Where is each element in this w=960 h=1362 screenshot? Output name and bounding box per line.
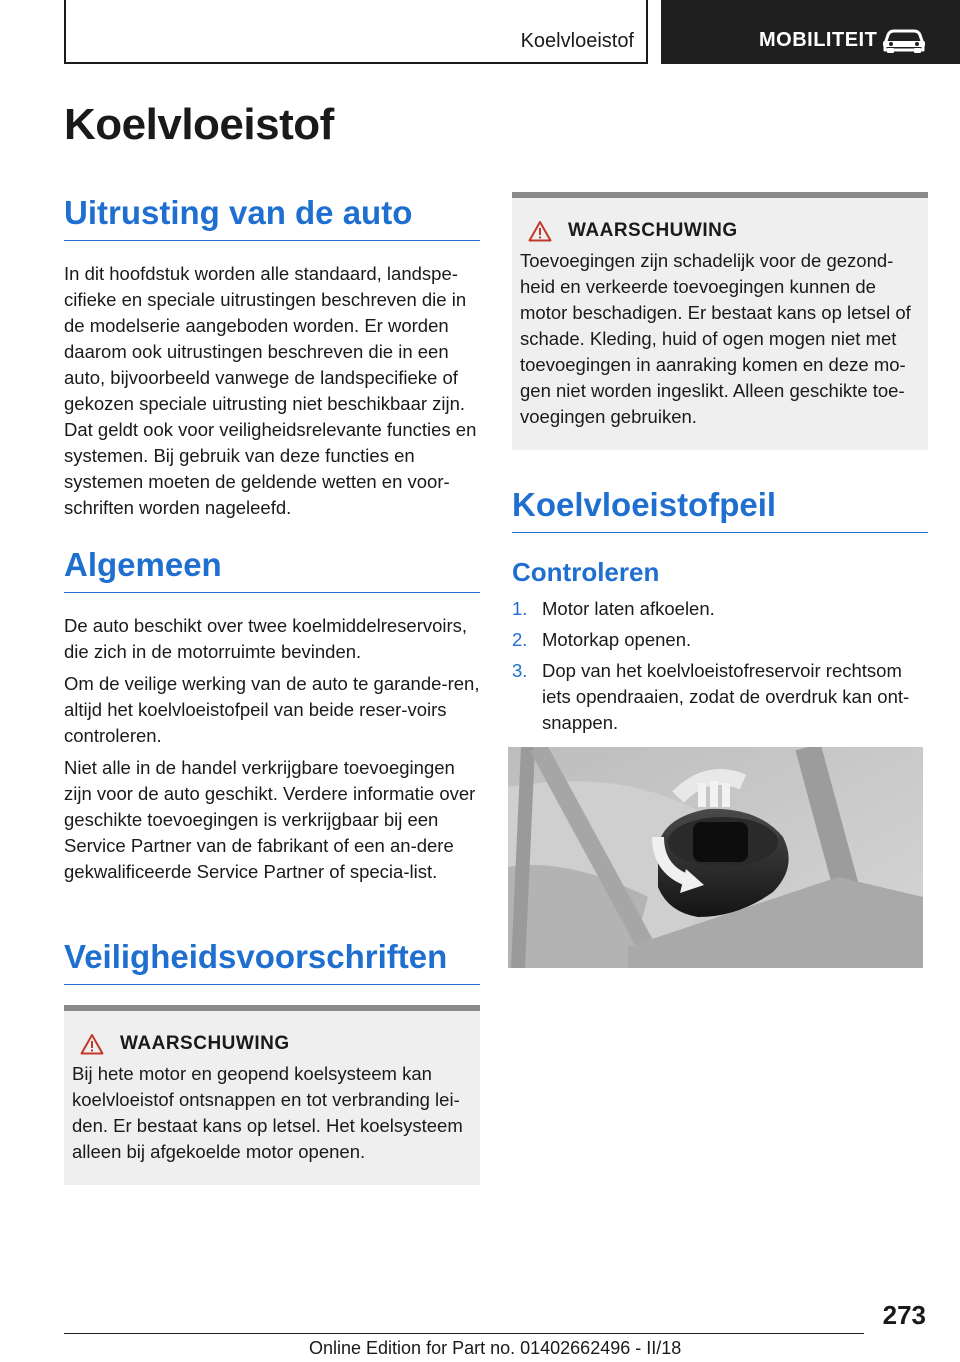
section-coolant-level: [512, 486, 928, 741]
additives-warning-text: Toevoegingen zijn schadelijk voor de gezond‐heid en verkeerde toevoegingen kunnen de motor beschadigen. Er bestaat kans op letsel of schade. Kleding, huid of ogen mogen niet met toevoegingen in aanraking komen en deze mo‐gen niet worden ingeslikt. Alleen geschikte toe‐voegingen gebruiken.: [520, 250, 911, 427]
section-equipment: [64, 194, 480, 521]
equipment-text: In dit hoofdstuk worden alle standaard, landspe‐cifieke en speciale uitrustingen beschreven die in de modelserie aangeboden worden. Er worden daarom ook uitrustingen beschreven die in een auto, bijvoorbeeld vanwege de landspecifieke of gekozen speciale uitrusting niet beschikbaar zijn. Dat geldt ook voor veiligheidsrelevante functies en systemen. Bij gebruik van deze functies en systemen moeten de geldende wetten en voor‐schriften worden nageleefd.: [64, 263, 477, 518]
warning-triangle-icon: [80, 1033, 104, 1055]
list-item: 2. Motorkap openen.: [512, 629, 692, 650]
footer-rule: [64, 1333, 864, 1334]
safety-warning-title: WAARSCHUWING: [120, 1033, 290, 1054]
header-chapter-tab[interactable]: [661, 0, 960, 64]
check-steps-list: [512, 596, 928, 736]
heading-equipment: Uitrusting van de auto: [64, 194, 480, 241]
section-general: [64, 546, 480, 885]
general-paragraph-3: Niet alle in de handel verkrijgbare toevoegingen zijn voor de auto geschikt. Verdere informatie over geschikte toevoegingen is verkrijgbaar bij een Service Partner van de fabrikant of een an‐dere gekwalificeerde Service Partner of specia‐list.: [64, 757, 476, 882]
heading-safety: Veiligheidsvoorschriften: [64, 938, 480, 985]
coolant-reservoir-photo: [508, 747, 923, 968]
edition-note: Online Edition for Part no. 01402662496 - II/18: [309, 1338, 682, 1358]
header-tab-label: MOBILITEIT: [759, 29, 878, 51]
list-item: 3. Dop van het koelvloeistofreservoir rechtsom iets opendraaien, zodat de overdruk kan ont‐snappen.: [512, 660, 910, 733]
warning-triangle-icon: [528, 220, 552, 242]
section-safety: [64, 938, 480, 1185]
subheading-check: Controleren: [512, 557, 660, 587]
page-title: Koelvloeistof: [64, 100, 334, 149]
safety-warning-box: [64, 1005, 480, 1185]
car-icon: [881, 26, 927, 54]
general-paragraph-1: De auto beschikt over twee koelmiddelreservoirs, die zich in de motorruimte bevinden.: [64, 615, 468, 662]
heading-coolant-level: Koelvloeistofpeil: [512, 486, 928, 533]
safety-warning-text: Bij hete motor en geopend koelsysteem kan koelvloeistof ontsnappen en tot verbranding lei‐den. Er bestaat kans op letsel. Het koelsysteem alleen bij afgekoelde motor openen.: [72, 1063, 463, 1162]
additives-warning-box: [512, 192, 928, 450]
header-section-title: Koelvloeistof: [520, 30, 634, 52]
heading-general: Algemeen: [64, 546, 480, 593]
additives-warning-box-wrap: [512, 192, 928, 450]
additives-warning-title: WAARSCHUWING: [568, 220, 738, 241]
list-item: 1. Motor laten afkoelen.: [512, 598, 715, 619]
general-paragraph-2: Om de veilige werking van de auto te garande‐ren, altijd het koelvloeistofpeil van beide reser‐voirs controleren.: [64, 673, 480, 746]
page-number: 273: [882, 1300, 926, 1330]
header-section-box: [64, 0, 648, 64]
